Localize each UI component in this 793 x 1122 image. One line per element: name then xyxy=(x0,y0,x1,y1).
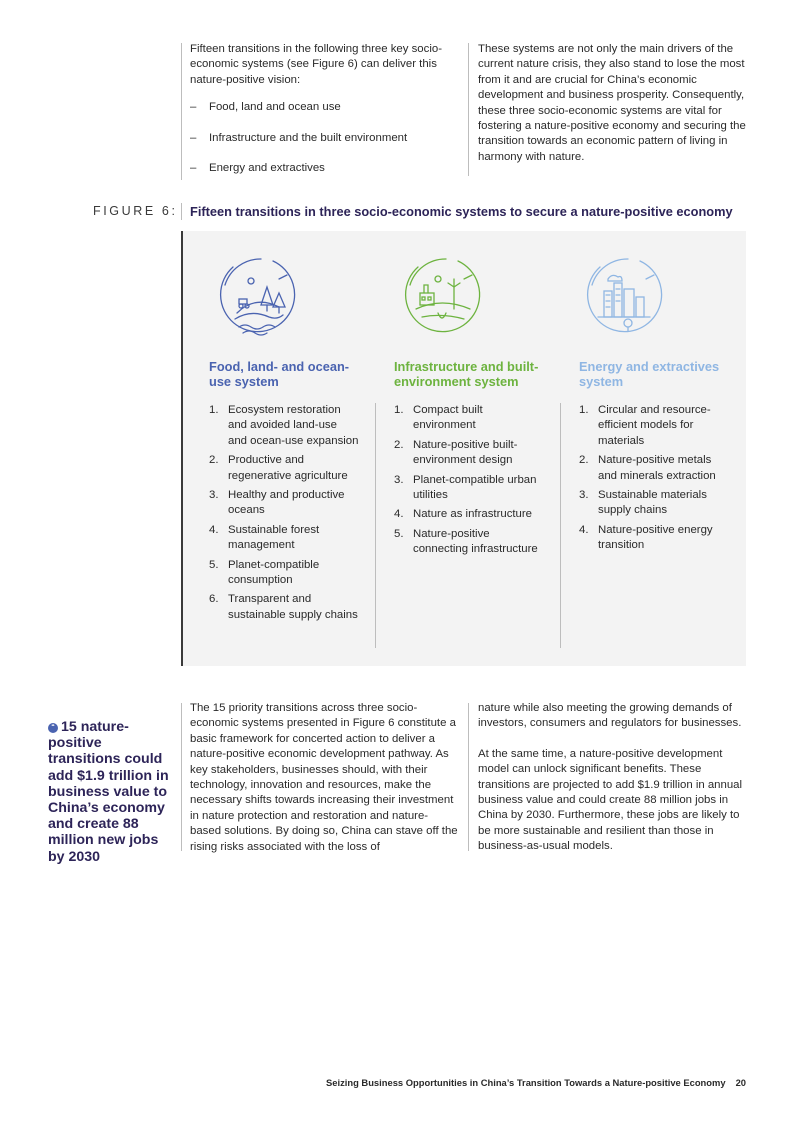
transition-list xyxy=(394,403,544,562)
farmland-ocean-icon xyxy=(217,253,297,345)
quote-mark-icon: “ xyxy=(48,723,58,733)
list-item: – Infrastructure and the built environment xyxy=(190,131,408,144)
figure-title: Fifteen transitions in three socio-economic systems to secure a nature-positive economy xyxy=(190,204,733,219)
column-heading: Energy and extractives system xyxy=(579,359,720,390)
list-item: 2. Productive and regenerative agriculture xyxy=(209,454,348,482)
city-skyline-icon xyxy=(584,253,664,345)
transition-list xyxy=(209,403,359,627)
pull-quote-text: 15 nature-positive transitions could add $1.9 trillion in business value to China’s economy and create 88 million new jobs by 2030 xyxy=(48,719,169,865)
lower-right-paragraph-2: At the same time, a nature-positive development model can unlock significant benefits. These transitions are projected to add $1.9 trillion in annual business value and could create 88 million jobs in China by 2030. Furthermore, these jobs are likely to be more sustainable and resilient than those in business-as-usual models. xyxy=(478,747,743,853)
intro-left-rule xyxy=(181,43,182,180)
lower-right-rule xyxy=(468,703,469,851)
figure-panel xyxy=(181,231,746,666)
intro-right-rule xyxy=(468,43,469,176)
list-item: 1. Compact built environment xyxy=(394,404,483,432)
transition-list xyxy=(579,403,729,558)
list-item: 1. Circular and resource-efficient models for materials xyxy=(579,404,711,447)
lower-left-paragraph: The 15 priority transitions across three socio-economic systems presented in Figure 6 constitute a basic framework for concerted action to deliver a nature-positive economic development pathway. As key stakeholders, businesses should, with their technology, innovation and resources, make the necessary shifts towards increasing their investment in nature protection and restoration and nature-based solutions. By doing so, China can stave off the rising risks associated with the loss of xyxy=(190,702,458,853)
column-divider xyxy=(375,403,376,648)
page-footer xyxy=(326,1077,746,1088)
lower-right-paragraph-1: nature while also meeting the growing demands of investors, consumers and regulators for businesses. xyxy=(478,702,742,730)
list-item: 3. Healthy and productive oceans xyxy=(209,489,345,517)
list-item: 3. Sustainable materials supply chains xyxy=(579,489,707,517)
intro-left-column xyxy=(190,42,455,191)
intro-left-paragraph: Fifteen transitions in the following three key socio-economic systems (see Figure 6) can deliver this nature-positive vision: xyxy=(190,43,442,86)
figure-panel-accent-bar xyxy=(181,231,183,666)
column-heading: Food, land- and ocean-use system xyxy=(209,359,350,390)
list-item: – Energy and extractives xyxy=(190,162,325,175)
list-item: 2. Nature-positive built-environment design xyxy=(394,438,518,467)
list-item: 5. Planet-compatible consumption xyxy=(209,558,320,587)
intro-list xyxy=(190,100,455,176)
list-item: 4. Nature as infrastructure xyxy=(394,508,533,521)
list-item: 3. Planet-compatible urban utilities xyxy=(394,473,537,502)
figure-label: FIGURE 6: xyxy=(93,204,178,218)
factory-wind-icon xyxy=(402,253,482,345)
list-item: 6. Transparent and sustainable supply chains xyxy=(209,593,358,621)
column-heading: Infrastructure and built-environment system xyxy=(394,359,539,390)
list-item: 4. Nature-positive energy transition xyxy=(579,523,713,552)
list-item: – Food, land and ocean use xyxy=(190,101,341,114)
list-item: 4. Sustainable forest management xyxy=(209,523,320,552)
footer-title: Seizing Business Opportunities in China’s Transition Towards a Nature-positive Economy xyxy=(326,1077,726,1088)
lower-right-column xyxy=(478,701,750,855)
list-item: 1. Ecosystem restoration and avoided land-use and ocean-use expansion xyxy=(209,404,359,447)
figure-title-rule xyxy=(181,203,182,220)
page-number: 20 xyxy=(735,1077,746,1088)
lower-left-rule xyxy=(181,703,182,851)
list-item: 5. Nature-positive connecting infrastructure xyxy=(394,527,538,556)
pull-quote xyxy=(48,719,173,865)
list-item: 2. Nature-positive metals and minerals extraction xyxy=(579,454,716,482)
intro-right-paragraph: These systems are not only the main drivers of the current nature crisis, they also stand to lose the most from it and are crucial for China’s economic development and business prosperity. Consequently, these three socio-economic systems are vital for fostering a nature-positive economy and securing the transition towards an economic pattern of living in harmony with nature. xyxy=(478,43,746,163)
column-divider xyxy=(560,403,561,648)
